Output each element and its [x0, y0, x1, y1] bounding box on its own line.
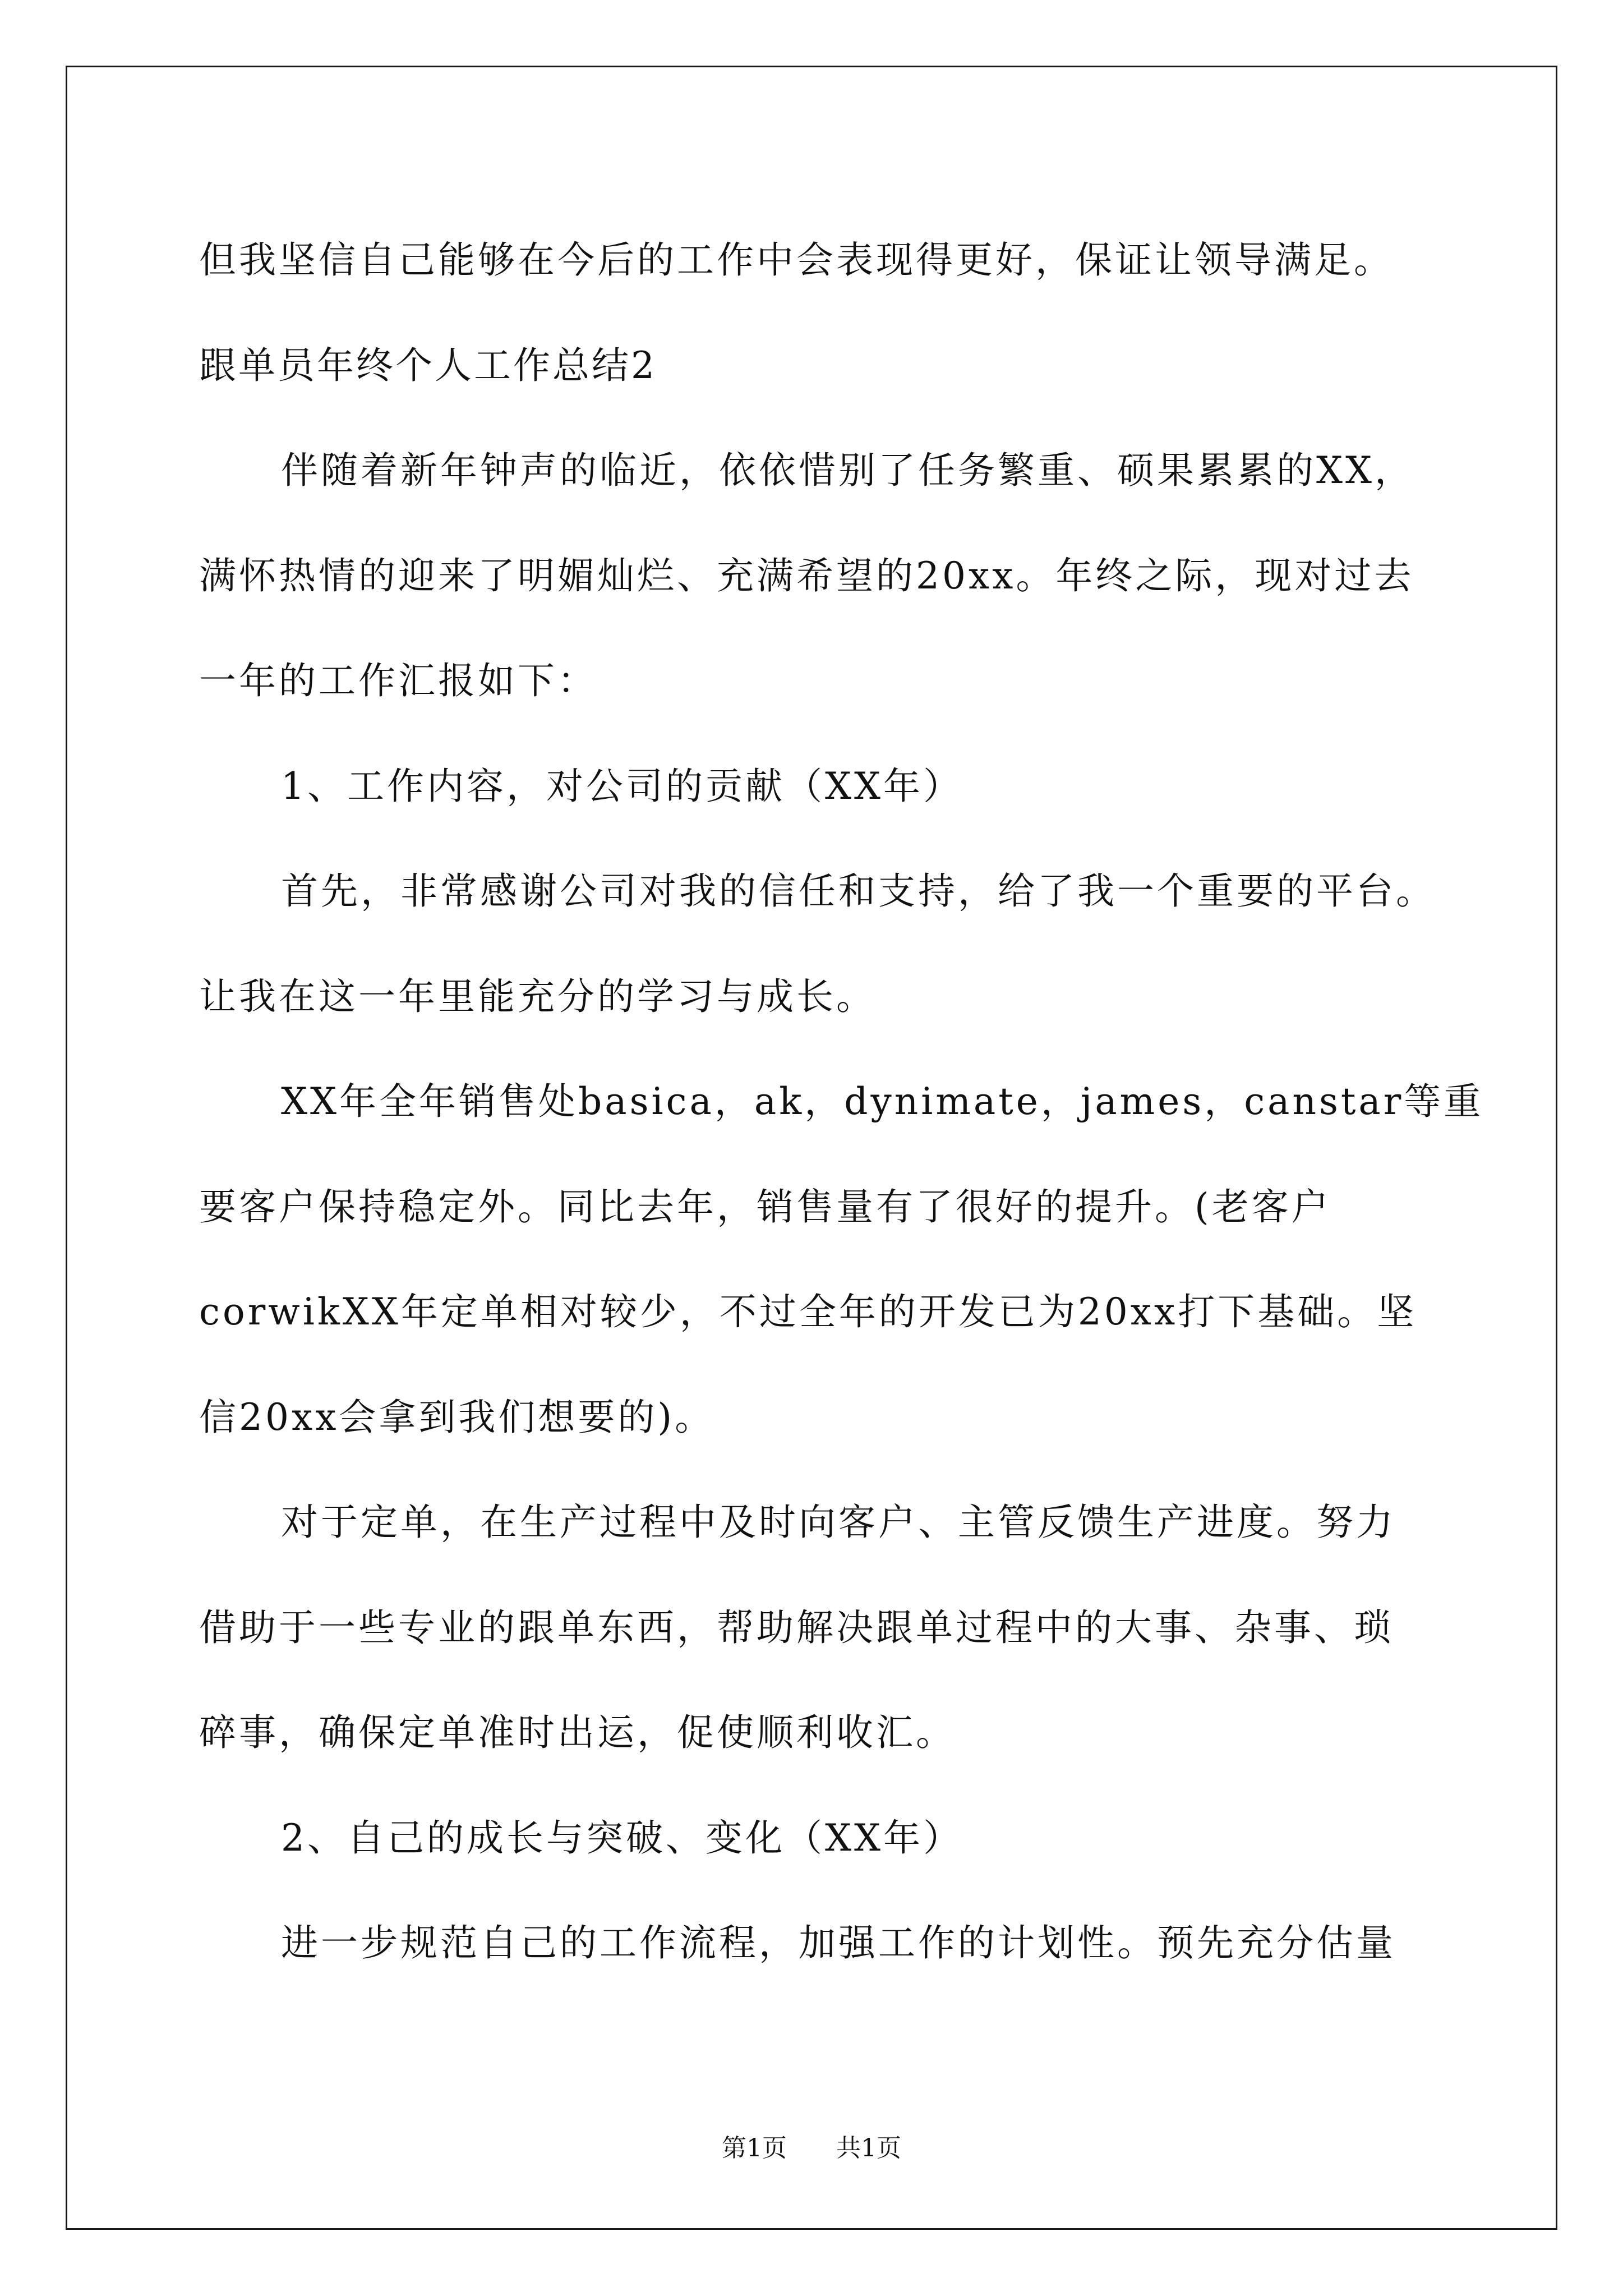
page-total: 共1页 — [836, 2134, 901, 2162]
paragraph-line: 让我在这一年里能充分的学习与成长。 — [199, 974, 876, 1018]
paragraph-line: 首先，非常感谢公司对我的信任和支持，给了我一个重要的平台。 — [281, 869, 1436, 913]
paragraph-line: 伴随着新年钟声的临近，依依惜别了任务繁重、硕果累累的XX， — [281, 449, 1414, 492]
paragraph-line: XX年全年销售处basica，ak，dynimate，james，canstar等重 — [281, 1080, 1484, 1123]
page-number: 第1页 — [722, 2134, 787, 2162]
paragraph-line: 满怀热情的迎来了明媚灿烂、充满希望的20xx。年终之际，现对过去 — [199, 554, 1414, 597]
subsection-heading: 1、工作内容，对公司的贡献（XX年） — [281, 764, 963, 808]
paragraph-line: 借助于一些专业的跟单东西，帮助解决跟单过程中的大事、杂事、琐 — [199, 1605, 1394, 1649]
subsection-heading: 2、自己的成长与突破、变化（XX年） — [281, 1816, 963, 1860]
document-body — [199, 208, 1484, 1996]
paragraph-line: 对于定单，在生产过程中及时向客户、主管反馈生产进度。努力 — [281, 1501, 1396, 1544]
paragraph-line: 进一步规范自己的工作流程，加强工作的计划性。预先充分估量 — [281, 1921, 1396, 1964]
paragraph-line: 碎事，确保定单准时出运，促使顺利收汇。 — [199, 1711, 956, 1754]
paragraph-line: corwikXX年定单相对较少，不过全年的开发已为20xx打下基础。坚 — [199, 1290, 1417, 1333]
paragraph-line: 一年的工作汇报如下： — [199, 659, 597, 702]
paragraph-line: 要客户保持稳定外。同比去年，销售量有了很好的提升。(老客户 — [199, 1185, 1331, 1228]
section-title: 跟单员年终个人工作总结2 — [199, 343, 657, 387]
page-footer — [0, 2132, 1623, 2165]
paragraph-line: 但我坚信自己能够在今后的工作中会表现得更好，保证让领导满足。 — [199, 238, 1394, 282]
paragraph-line: 信20xx会拿到我们想要的)。 — [199, 1395, 715, 1439]
